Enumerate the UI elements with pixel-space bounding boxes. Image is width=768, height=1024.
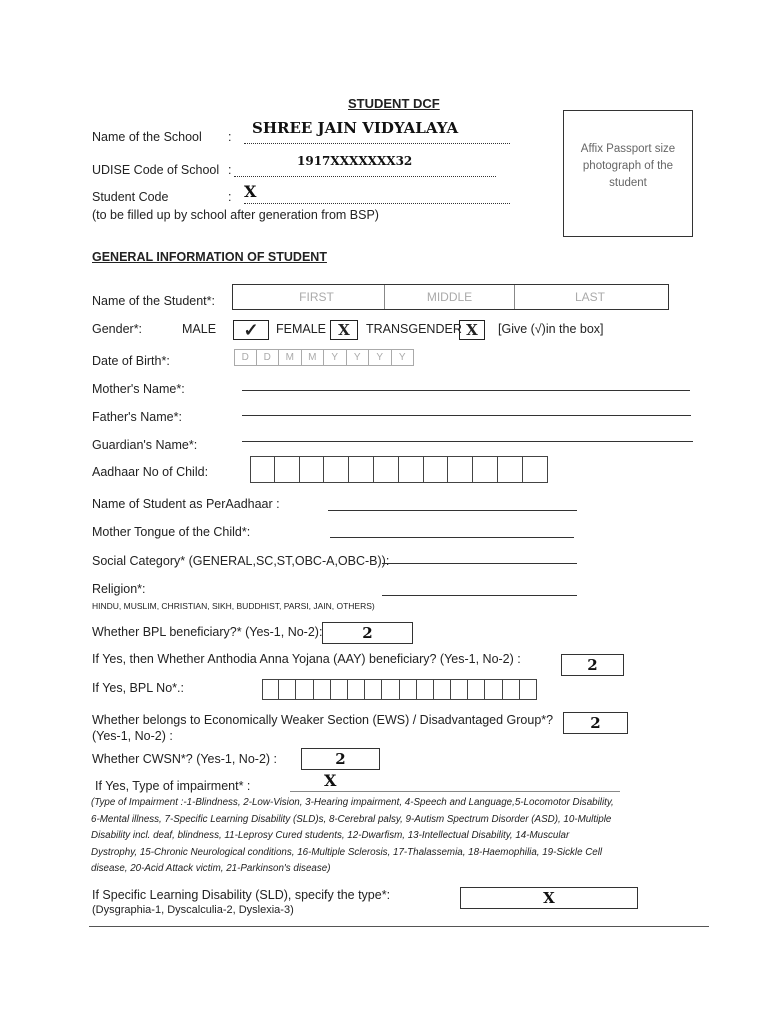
social-category-label: Social Category* (GENERAL,SC,ST,OBC-A,OBC-B)): xyxy=(92,554,390,568)
father-name-line[interactable] xyxy=(242,415,691,416)
aadhaar-digit-cell[interactable] xyxy=(448,456,473,483)
bpl-digit-cell[interactable] xyxy=(503,679,520,700)
bpl-answer-box[interactable]: 2 xyxy=(322,622,413,644)
guardian-name-line[interactable] xyxy=(242,441,693,442)
first-name-field[interactable]: FIRST xyxy=(249,285,385,309)
student-code-label: Student Code xyxy=(92,190,169,204)
impairment-line[interactable] xyxy=(290,791,620,792)
mother-tongue-line[interactable] xyxy=(330,537,574,538)
female-label: FEMALE xyxy=(276,322,327,336)
aay-label: If Yes, then Whether Anthodia Anna Yojana (AAY) beneficiary? (Yes-1, No-2) : xyxy=(92,652,521,666)
student-name-label: Name of the Student*: xyxy=(92,294,215,308)
last-name-field[interactable]: LAST xyxy=(574,290,605,304)
dob-day-cell[interactable]: D xyxy=(257,349,280,366)
bpl-digit-cell[interactable] xyxy=(314,679,331,700)
impairment-label: If Yes, Type of impairment* : xyxy=(95,779,251,793)
aay-answer-box[interactable]: 2 xyxy=(561,654,624,676)
bpl-digit-cell[interactable] xyxy=(451,679,468,700)
mother-name-line[interactable] xyxy=(242,390,690,391)
aadhaar-digit-cell[interactable] xyxy=(424,456,449,483)
ews-label: Whether belongs to Economically Weaker Section (EWS) / Disadvantaged Group*? xyxy=(92,713,554,727)
male-label: MALE xyxy=(182,322,217,336)
bpl-label: Whether BPL beneficiary?* (Yes-1, No-2): xyxy=(92,625,323,639)
aadhaar-digit-cell[interactable] xyxy=(399,456,424,483)
impairment-note-line: Disability incl. deaf, blindness, 11-Leprosy Cured students, 12-Dwarfism, 13-Intellectual Disability, 14-Muscular xyxy=(91,830,570,841)
photo-instruction: Affix Passport size photograph of the student xyxy=(580,143,676,189)
udise-value[interactable]: 1917XXXXXXX32 xyxy=(297,154,413,168)
dob-day-cell[interactable]: D xyxy=(234,349,257,366)
cwsn-answer-box[interactable]: 2 xyxy=(301,748,380,770)
school-name-value[interactable]: SHREE JAIN VIDYALAYA xyxy=(252,119,459,137)
mother-name-label: Mother's Name*: xyxy=(92,382,185,396)
student-code-line xyxy=(244,203,510,204)
bpl-digit-cell[interactable] xyxy=(520,679,537,700)
impairment-value[interactable]: X xyxy=(324,771,337,790)
aadhaar-digit-cell[interactable] xyxy=(523,456,548,483)
section-title: GENERAL INFORMATION OF STUDENT xyxy=(92,250,327,264)
impairment-note-line: disease, 20-Acid Attack victim, 21-Parkinson's disease) xyxy=(91,863,331,874)
student-code-colon: : xyxy=(228,190,232,204)
ews-label-line2: (Yes-1, No-2) : xyxy=(92,729,173,743)
bpl-digit-cell[interactable] xyxy=(468,679,485,700)
cwsn-label: Whether CWSN*? (Yes-1, No-2) : xyxy=(92,752,278,766)
form-title: STUDENT DCF xyxy=(348,96,440,111)
udise-colon: : xyxy=(228,163,232,177)
bpl-no-cells[interactable] xyxy=(262,679,537,700)
religion-line[interactable] xyxy=(382,595,577,596)
aadhaar-digit-cell[interactable] xyxy=(374,456,399,483)
impairment-note-line: (Type of Impairment :-1-Blindness, 2-Low-Vision, 3-Hearing impairment, 4-Speech and Language,5-Locomotor Disability, xyxy=(91,797,614,808)
aadhaar-digit-cell[interactable] xyxy=(473,456,498,483)
student-name-box xyxy=(232,284,669,310)
bpl-digit-cell[interactable] xyxy=(400,679,417,700)
aadhaar-digit-cell[interactable] xyxy=(275,456,300,483)
gender-note: [Give (√)in the box] xyxy=(498,322,604,336)
impairment-note-line: 6-Mental illness, 7-Specific Learning Disability (SLD)s, 8-Cerebral palsy, 9-Autism Spectrum Disorder (ASD), 10-Multiple xyxy=(91,813,612,825)
udise-label: UDISE Code of School xyxy=(92,163,220,177)
mother-tongue-label: Mother Tongue of the Child*: xyxy=(92,525,251,539)
male-checkbox[interactable]: ✓ xyxy=(233,320,269,340)
bpl-digit-cell[interactable] xyxy=(485,679,502,700)
student-code-note: (to be filled up by school after generation from BSP) xyxy=(92,208,379,222)
aadhaar-digit-cell[interactable] xyxy=(498,456,523,483)
sld-options: (Dysgraphia-1, Dyscalculia-2, Dyslexia-3) xyxy=(92,904,294,916)
aadhaar-digit-cell[interactable] xyxy=(300,456,325,483)
bpl-digit-cell[interactable] xyxy=(348,679,365,700)
school-name-colon: : xyxy=(228,130,232,144)
guardian-name-label: Guardian's Name*: xyxy=(92,438,198,452)
social-category-line[interactable] xyxy=(382,563,577,564)
aadhaar-digit-cell[interactable] xyxy=(349,456,374,483)
sld-answer-box[interactable]: X xyxy=(460,887,638,909)
school-name-line xyxy=(244,143,510,144)
bpl-digit-cell[interactable] xyxy=(262,679,279,700)
aadhaar-label: Aadhaar No of Child: xyxy=(92,465,209,479)
student-code-value[interactable]: X xyxy=(244,182,257,201)
dob-label: Date of Birth*: xyxy=(92,354,170,368)
aadhaar-name-line[interactable] xyxy=(328,510,577,511)
school-name-label: Name of the School xyxy=(92,130,202,144)
bpl-digit-cell[interactable] xyxy=(296,679,313,700)
transgender-label: TRANSGENDER xyxy=(366,322,462,336)
impairment-note-line: Dystrophy, 15-Chronic Neurological conditions, 16-Multiple Sclerosis, 17-Thalassemia, 18-Haemophilia, 19-Sickle Cell xyxy=(91,846,603,858)
ews-answer-box[interactable]: 2 xyxy=(563,712,628,734)
bpl-digit-cell[interactable] xyxy=(382,679,399,700)
bpl-digit-cell[interactable] xyxy=(279,679,296,700)
bpl-digit-cell[interactable] xyxy=(365,679,382,700)
father-name-label: Father's Name*: xyxy=(92,410,182,424)
dob-year-cell[interactable]: Y xyxy=(369,349,392,366)
dob-year-cell[interactable]: Y xyxy=(324,349,347,366)
transgender-checkbox[interactable]: X xyxy=(459,320,485,340)
bpl-no-label: If Yes, BPL No*.: xyxy=(92,681,184,695)
dob-month-cell[interactable]: M xyxy=(302,349,325,366)
female-checkbox[interactable]: X xyxy=(330,320,358,340)
middle-name-field[interactable]: MIDDLE xyxy=(385,285,515,309)
aadhaar-digit-cell[interactable] xyxy=(250,456,275,483)
bottom-divider xyxy=(89,926,709,927)
impairment-note xyxy=(91,795,614,878)
bpl-digit-cell[interactable] xyxy=(417,679,434,700)
bpl-digit-cell[interactable] xyxy=(434,679,451,700)
religion-options: HINDU, MUSLIM, CHRISTIAN, SIKH, BUDDHIST, PARSI, JAIN, OTHERS) xyxy=(92,601,375,611)
passport-photo-box xyxy=(563,110,693,237)
aadhaar-name-label: Name of Student as PerAadhaar : xyxy=(92,497,280,511)
gender-label: Gender*: xyxy=(92,322,143,336)
dob-month-cell[interactable]: M xyxy=(279,349,302,366)
sld-label: If Specific Learning Disability (SLD), specify the type*: xyxy=(92,888,391,902)
dob-year-cell[interactable]: Y xyxy=(347,349,370,366)
bpl-digit-cell[interactable] xyxy=(331,679,348,700)
dob-year-cell[interactable]: Y xyxy=(392,349,415,366)
aadhaar-cells[interactable] xyxy=(250,456,548,483)
dob-cells[interactable] xyxy=(234,349,414,366)
udise-line xyxy=(234,176,496,177)
religion-label: Religion*: xyxy=(92,582,146,596)
aadhaar-digit-cell[interactable] xyxy=(324,456,349,483)
